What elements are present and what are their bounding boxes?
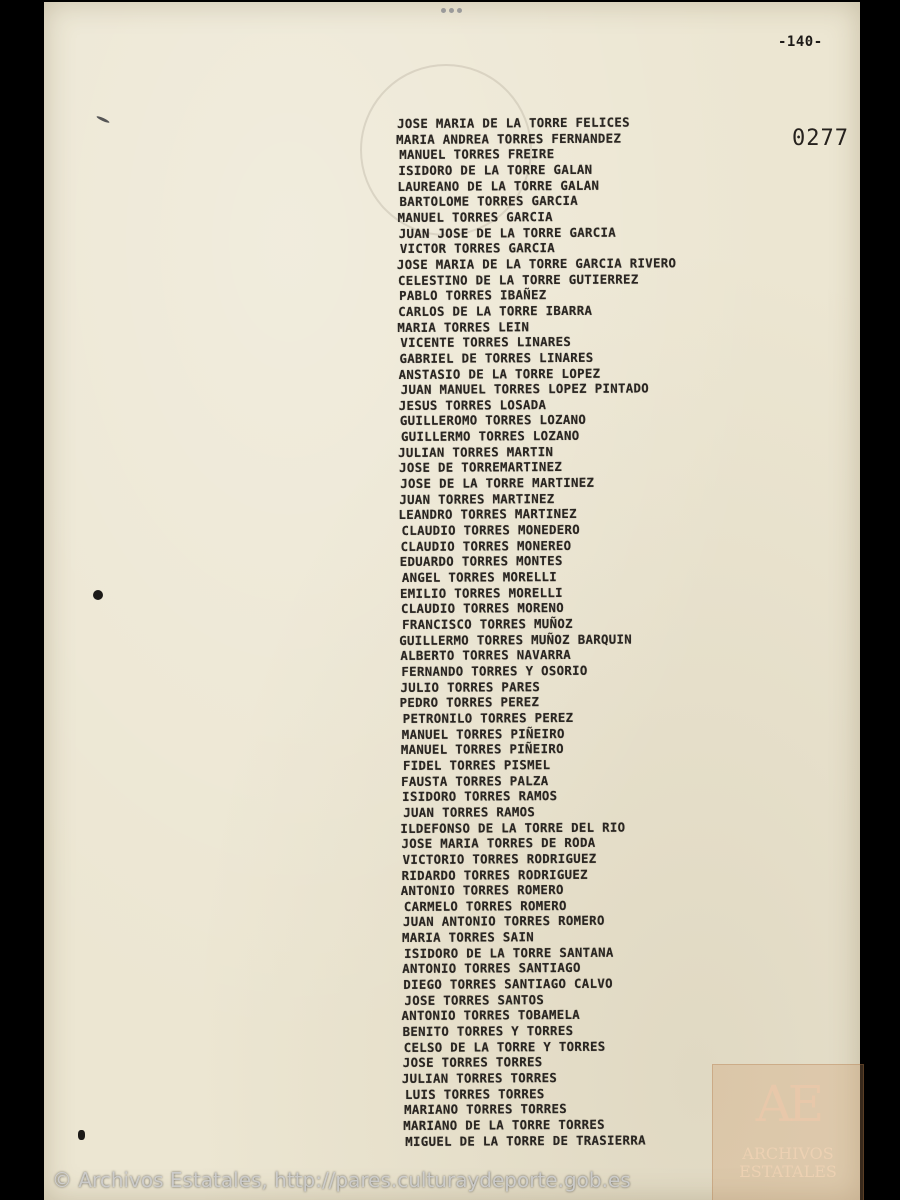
name-entry: ANTONIO TORRES SANTIAGO: [402, 960, 581, 977]
name-entry: ANSTASIO DE LA TORRE LOPEZ: [398, 365, 601, 382]
name-entry: JOSE DE LA TORRE MARTINEZ: [400, 474, 595, 492]
ink-blot: [93, 590, 103, 600]
name-entry: JOSE MARIA DE LA TORRE FELICES: [396, 114, 630, 131]
name-entry: LEANDRO TORRES MARTINEZ: [398, 506, 577, 523]
archivos-estatales-watermark: [712, 1064, 864, 1200]
name-entry: JOSE MARIA TORRES DE RODA: [401, 834, 596, 852]
name-entry: RIDARDO TORRES RODRIGUEZ: [401, 866, 588, 883]
document-page: [44, 2, 860, 1200]
name-entry: MARIANO DE LA TORRE TORRES: [403, 1116, 605, 1133]
name-entry: MANUEL TORRES FREIRE: [399, 146, 555, 163]
name-entry: MANUEL TORRES PIÑEIRO: [401, 725, 565, 742]
name-entry: ANGEL TORRES MORELLI: [401, 569, 558, 586]
name-entry: CARMELO TORRES ROMERO: [403, 897, 567, 914]
name-entry: FRANCISCO TORRES MUÑOZ: [402, 615, 573, 632]
name-entry: JOSE TORRES TORRES: [402, 1054, 543, 1071]
folio-number: 0277: [792, 126, 849, 151]
name-entry: FIDEL TORRES PISMEL: [402, 756, 551, 773]
name-entry: MARIA ANDREA TORRES FERNANDEZ: [396, 130, 622, 147]
copyright-notice: © Archivos Estatales, http://pares.culturaydeporte.gob.es: [52, 1168, 631, 1192]
name-entry: JOSE MARIA DE LA TORRE GARCIA RIVERO: [396, 255, 677, 272]
name-entry: ILDEFONSO DE LA TORRE DEL RIO: [400, 819, 626, 836]
name-entry: LUIS TORRES TORRES: [404, 1085, 545, 1102]
name-entry: JOSE DE TORREMARTINEZ: [399, 459, 563, 476]
name-entry: ALBERTO TORRES NAVARRA: [400, 647, 572, 664]
name-entry: FERNANDO TORRES Y OSORIO: [401, 662, 588, 679]
name-entry: ISIDORO DE LA TORRE GALAN: [398, 161, 593, 178]
name-entry: ANTONIO TORRES TOBAMELA: [401, 1007, 581, 1024]
name-entry: PEDRO TORRES PEREZ: [399, 694, 540, 711]
name-entry: CLAUDIO TORRES MONEDERO: [401, 521, 581, 539]
name-entry: CELSO DE LA TORRE Y TORRES: [403, 1038, 606, 1055]
name-entry: FAUSTA TORRES PALZA: [401, 772, 549, 789]
name-entry: GUILLERMO TORRES MUÑOZ BARQUIN: [399, 631, 633, 648]
name-entry: VICENTE TORRES LINARES: [400, 334, 572, 351]
name-entry: ISIDORO DE LA TORRE SANTANA: [404, 944, 614, 961]
name-entry: MARIANO TORRES TORRES: [404, 1101, 568, 1118]
name-entry: PETRONILO TORRES PEREZ: [402, 709, 574, 726]
name-entry: MANUEL TORRES PIÑEIRO: [400, 741, 564, 758]
name-entry: GABRIEL DE TORRES LINARES: [399, 349, 594, 366]
name-entry: JUAN ANTONIO TORRES ROMERO: [402, 913, 605, 930]
name-entry: JULIO TORRES PARES: [400, 678, 541, 695]
name-entry: MANUEL TORRES GARCIA: [397, 208, 553, 225]
names-list: [396, 114, 682, 1149]
name-entry: BENITO TORRES Y TORRES: [402, 1022, 574, 1040]
name-entry: CLAUDIO TORRES MONEREO: [400, 537, 572, 554]
name-entry: JUAN TORRES RAMOS: [403, 804, 536, 820]
archivos-estatales-logo: AE: [755, 1075, 821, 1133]
name-entry: JULIAN TORRES MARTIN: [398, 443, 554, 460]
name-entry: LAUREANO DE LA TORRE GALAN: [397, 177, 600, 194]
name-entry: JOSE TORRES SANTOS: [404, 991, 545, 1008]
name-entry: EDUARDO TORRES MONTES: [399, 553, 563, 570]
name-entry: CARLOS DE LA TORRE IBARRA: [398, 302, 593, 319]
name-entry: ANTONIO TORRES ROMERO: [400, 882, 564, 899]
watermark-text: ARCHIVOS ESTATALES: [739, 1144, 837, 1181]
name-entry: JUAN MANUEL TORRES LOPEZ PINTADO: [400, 380, 650, 398]
name-entry: CELESTINO DE LA TORRE GUTIERREZ: [397, 271, 639, 288]
name-entry: MIGUEL DE LA TORRE DE TRASIERRA: [405, 1132, 646, 1149]
drag-handle-icon[interactable]: [438, 6, 464, 14]
name-entry: PABLO TORRES IBAÑEZ: [399, 287, 547, 304]
name-entry: JUAN JOSE DE LA TORRE GARCIA: [398, 224, 617, 241]
name-entry: GUILLEROMO TORRES LOZANO: [399, 412, 587, 429]
name-entry: JESUS TORRES LOSADA: [398, 396, 547, 413]
name-entry: JULIAN TORRES TORRES: [401, 1070, 558, 1087]
name-entry: EMILIO TORRES MORELLI: [399, 584, 563, 601]
ink-blot: [78, 1130, 85, 1140]
name-entry: ISIDORO TORRES RAMOS: [402, 788, 558, 805]
name-entry: JUAN TORRES MARTINEZ: [399, 490, 555, 507]
name-entry: VICTORIO TORRES RODRIGUEZ: [402, 850, 597, 867]
name-entry: CLAUDIO TORRES MORENO: [400, 600, 565, 617]
name-entry: BARTOLOME TORRES GARCIA: [399, 193, 579, 210]
page-number: -140-: [778, 34, 823, 50]
name-entry: MARIA TORRES SAIN: [401, 929, 534, 946]
name-entry: VICTOR TORRES GARCIA: [399, 240, 556, 257]
name-entry: DIEGO TORRES SANTIAGO CALVO: [403, 975, 613, 993]
name-entry: MARIA TORRES LEIN: [397, 318, 530, 335]
name-entry: GUILLERMO TORRES LOZANO: [400, 428, 580, 445]
